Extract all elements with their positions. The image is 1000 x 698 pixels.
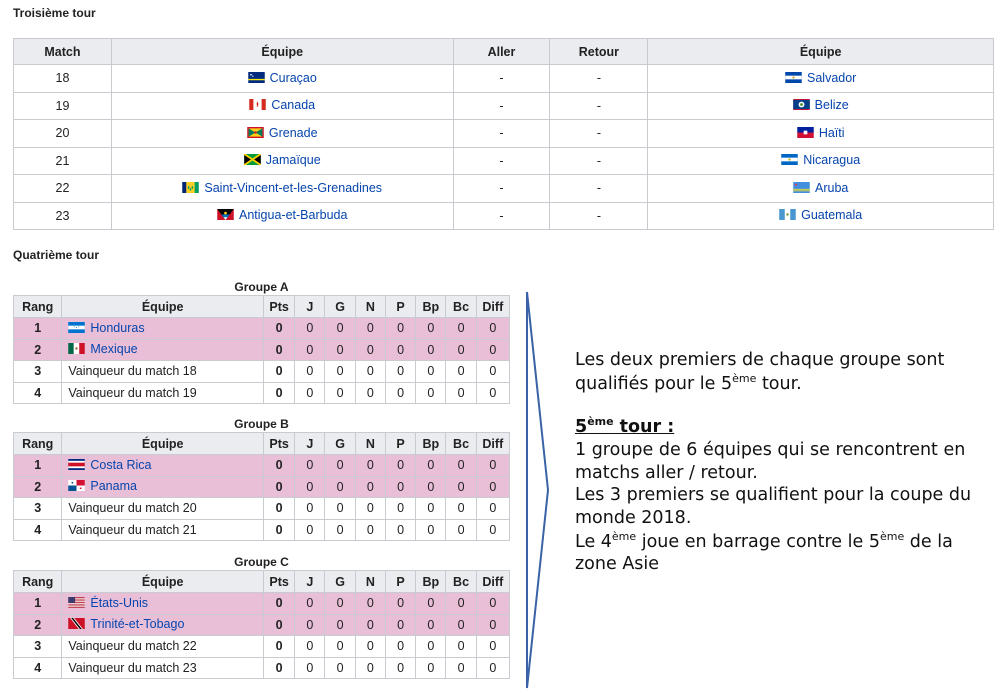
stat-cell: 0 (446, 636, 476, 658)
team (62, 593, 264, 615)
away-team-link[interactable]: Haïti (818, 125, 845, 140)
away-team (648, 120, 994, 148)
team (62, 455, 264, 477)
rank: 2 (14, 339, 62, 361)
table-row (14, 147, 994, 175)
second-leg-score: - (550, 65, 648, 93)
note-heading: 5ème tour : (575, 415, 675, 438)
stat-cell: 0 (325, 476, 355, 498)
stat-cell: 0 (325, 318, 355, 340)
stat-cell: 0 (325, 361, 355, 383)
col-header: Rang (14, 571, 62, 593)
col-header: Retour (550, 39, 648, 65)
stat-cell: 0 (355, 498, 385, 520)
stat-cell: 0 (264, 318, 295, 340)
group-standings-table (13, 295, 510, 404)
col-header: Bp (416, 433, 446, 455)
team (62, 614, 264, 636)
match-number: 23 (14, 202, 112, 230)
stat-cell: 0 (355, 455, 385, 477)
stat-cell: 0 (416, 339, 446, 361)
stat-cell: 0 (325, 455, 355, 477)
rank: 3 (14, 498, 62, 520)
stat-cell: 0 (416, 593, 446, 615)
stat-cell: 0 (264, 498, 295, 520)
stat-cell: 0 (416, 382, 446, 404)
stat-cell: 0 (295, 498, 325, 520)
away-team (648, 65, 994, 93)
match-number: 20 (14, 120, 112, 148)
round3-table (13, 38, 994, 230)
stat-cell: 0 (476, 361, 509, 383)
note-line-3: Les 3 premiers se qualifient pour la coupe du monde 2018. (575, 485, 972, 529)
stat-cell: 0 (446, 361, 476, 383)
rank: 1 (14, 593, 62, 615)
stat-cell: 0 (446, 382, 476, 404)
first-leg-score: - (453, 92, 550, 120)
group-title: Groupe B (234, 417, 289, 431)
stat-cell: 0 (295, 455, 325, 477)
stat-cell: 0 (295, 636, 325, 658)
usa-flag-icon (68, 597, 85, 611)
away-team (648, 92, 994, 120)
table-row (14, 382, 510, 404)
stat-cell: 0 (416, 636, 446, 658)
canada-flag-icon (249, 99, 266, 113)
table-row (14, 519, 510, 541)
stat-cell: 0 (385, 476, 415, 498)
first-leg-score: - (453, 175, 550, 203)
honduras-flag-icon (68, 322, 85, 336)
col-header: G (325, 296, 355, 318)
stat-cell: 0 (446, 455, 476, 477)
aruba-flag-icon (793, 182, 810, 196)
table-row (14, 476, 510, 498)
stat-cell: 0 (385, 519, 415, 541)
col-header: Bc (446, 296, 476, 318)
first-leg-score: - (453, 147, 550, 175)
match-number: 19 (14, 92, 112, 120)
col-header: N (355, 571, 385, 593)
col-header: P (385, 296, 415, 318)
stat-cell: 0 (325, 657, 355, 679)
stat-cell: 0 (385, 636, 415, 658)
stat-cell: 0 (325, 519, 355, 541)
note-line-2: 1 groupe de 6 équipes qui se rencontrent en matchs aller / retour. (575, 439, 966, 483)
home-team-link[interactable]: Saint-Vincent-et-les-Grenadines (204, 180, 383, 195)
stat-cell: 0 (295, 657, 325, 679)
rank: 3 (14, 636, 62, 658)
stat-cell: 0 (476, 593, 509, 615)
stat-cell: 0 (264, 476, 295, 498)
second-leg-score: - (550, 175, 648, 203)
away-team-link[interactable]: Guatemala (801, 208, 863, 223)
stat-cell: 0 (264, 657, 295, 679)
team-link[interactable]: Mexique (90, 342, 138, 357)
rank: 4 (14, 519, 62, 541)
team: Vainqueur du match 18 (62, 361, 264, 383)
col-header: P (385, 571, 415, 593)
stat-cell: 0 (355, 476, 385, 498)
col-header: J (295, 571, 325, 593)
stat-cell: 0 (295, 318, 325, 340)
stat-cell: 0 (355, 657, 385, 679)
note-line-1: Les deux premiers de chaque groupe sont qualifiés pour le 5ème tour. (575, 350, 945, 394)
stat-cell: 0 (295, 382, 325, 404)
rank: 4 (14, 382, 62, 404)
second-leg-score: - (550, 120, 648, 148)
group-title: Groupe A (234, 280, 289, 294)
table-row (14, 657, 510, 679)
stat-cell: 0 (385, 361, 415, 383)
qualification-note (575, 349, 985, 576)
stat-cell: 0 (264, 361, 295, 383)
stat-cell: 0 (355, 614, 385, 636)
table-row (14, 614, 510, 636)
table-row (14, 202, 994, 230)
stat-cell: 0 (416, 455, 446, 477)
stat-cell: 0 (416, 476, 446, 498)
team-link[interactable]: Costa Rica (90, 457, 152, 472)
stat-cell: 0 (446, 339, 476, 361)
stat-cell: 0 (476, 476, 509, 498)
team: Vainqueur du match 20 (62, 498, 264, 520)
costa-rica-flag-icon (68, 459, 85, 473)
antigua-flag-icon (217, 209, 234, 223)
home-team-link[interactable]: Jamaïque (265, 153, 321, 168)
stat-cell: 0 (476, 614, 509, 636)
stat-cell: 0 (385, 614, 415, 636)
table-row (14, 455, 510, 477)
col-header: Aller (453, 39, 550, 65)
rank: 4 (14, 657, 62, 679)
stat-cell: 0 (476, 498, 509, 520)
team (62, 318, 264, 340)
col-header: J (295, 433, 325, 455)
away-team-link[interactable]: Nicaragua (803, 153, 861, 168)
stat-cell: 0 (295, 593, 325, 615)
away-team-link[interactable]: Belize (814, 98, 849, 113)
stat-cell: 0 (385, 455, 415, 477)
stat-cell: 0 (264, 519, 295, 541)
group-header-row (14, 571, 510, 593)
round3-header-row (14, 39, 994, 65)
stat-cell: 0 (355, 382, 385, 404)
rank: 1 (14, 455, 62, 477)
home-team-link[interactable]: Curaçao (269, 70, 317, 85)
team: Vainqueur du match 22 (62, 636, 264, 658)
team: Vainqueur du match 23 (62, 657, 264, 679)
col-header: Bp (416, 296, 446, 318)
col-header: Match (14, 39, 112, 65)
stat-cell: 0 (295, 519, 325, 541)
home-team-link[interactable]: Antigua-et-Barbuda (239, 208, 348, 223)
away-team-link[interactable]: Salvador (807, 70, 857, 85)
stat-cell: 0 (385, 339, 415, 361)
home-team-link[interactable]: Canada (271, 98, 316, 113)
stat-cell: 0 (416, 361, 446, 383)
mexico-flag-icon (68, 343, 85, 357)
col-header: Équipe (62, 571, 264, 593)
match-number: 18 (14, 65, 112, 93)
stat-cell: 0 (385, 318, 415, 340)
col-header: Bc (446, 571, 476, 593)
table-row (14, 175, 994, 203)
col-header: Diff (476, 296, 509, 318)
first-leg-score: - (453, 65, 550, 93)
col-header: J (295, 296, 325, 318)
team-link[interactable]: Trinité-et-Tobago (90, 617, 185, 632)
stat-cell: 0 (446, 614, 476, 636)
table-row (14, 65, 994, 93)
note-line-4: Le 4ème joue en barrage contre le 5ème de la zone Asie (575, 529, 953, 575)
rank: 2 (14, 476, 62, 498)
stat-cell: 0 (476, 519, 509, 541)
stat-cell: 0 (476, 636, 509, 658)
stat-cell: 0 (264, 382, 295, 404)
stat-cell: 0 (355, 339, 385, 361)
col-header: Pts (264, 433, 295, 455)
stat-cell: 0 (264, 614, 295, 636)
team-link[interactable]: Panama (90, 479, 137, 494)
home-team (111, 202, 453, 230)
away-team (648, 175, 994, 203)
stat-cell: 0 (416, 519, 446, 541)
stat-cell: 0 (325, 498, 355, 520)
team (62, 476, 264, 498)
nicaragua-flag-icon (781, 154, 798, 168)
curacao-flag-icon (248, 72, 265, 86)
home-team (111, 65, 453, 93)
col-header: Diff (476, 433, 509, 455)
team-link[interactable]: Honduras (90, 320, 145, 335)
stat-cell: 0 (416, 614, 446, 636)
table-row (14, 636, 510, 658)
trinidad-flag-icon (68, 618, 85, 632)
group-standings-table (13, 432, 510, 541)
match-number: 21 (14, 147, 112, 175)
home-team (111, 120, 453, 148)
el-salvador-flag-icon (785, 72, 802, 86)
stat-cell: 0 (355, 519, 385, 541)
rank: 2 (14, 614, 62, 636)
col-header: G (325, 433, 355, 455)
col-header: Bp (416, 571, 446, 593)
stat-cell: 0 (295, 476, 325, 498)
away-team (648, 202, 994, 230)
stat-cell: 0 (355, 636, 385, 658)
stat-cell: 0 (476, 455, 509, 477)
stat-cell: 0 (446, 657, 476, 679)
stat-cell: 0 (325, 614, 355, 636)
stat-cell: 0 (385, 657, 415, 679)
col-header: N (355, 433, 385, 455)
col-header: Rang (14, 296, 62, 318)
team-link[interactable]: États-Unis (90, 595, 149, 610)
stat-cell: 0 (355, 318, 385, 340)
stat-cell: 0 (325, 339, 355, 361)
first-leg-score: - (453, 120, 550, 148)
col-header: G (325, 571, 355, 593)
home-team (111, 92, 453, 120)
table-row (14, 498, 510, 520)
col-header: Bc (446, 433, 476, 455)
col-header: Pts (264, 571, 295, 593)
stat-cell: 0 (476, 657, 509, 679)
table-row (14, 120, 994, 148)
rank: 3 (14, 361, 62, 383)
stat-cell: 0 (385, 382, 415, 404)
stat-cell: 0 (416, 498, 446, 520)
chevron-right-icon (524, 290, 554, 690)
group-standings-table (13, 570, 510, 679)
stat-cell: 0 (385, 498, 415, 520)
group-header-row (14, 296, 510, 318)
table-row (14, 318, 510, 340)
stat-cell: 0 (325, 593, 355, 615)
saint-vincent-flag-icon (182, 182, 199, 196)
stat-cell: 0 (295, 361, 325, 383)
stat-cell: 0 (446, 519, 476, 541)
jamaica-flag-icon (244, 154, 261, 168)
haiti-flag-icon (797, 127, 814, 141)
stat-cell: 0 (446, 593, 476, 615)
table-row (14, 361, 510, 383)
stat-cell: 0 (325, 636, 355, 658)
table-row (14, 92, 994, 120)
stat-cell: 0 (385, 593, 415, 615)
stat-cell: 0 (476, 339, 509, 361)
stat-cell: 0 (295, 339, 325, 361)
stat-cell: 0 (355, 361, 385, 383)
table-row (14, 339, 510, 361)
rank: 1 (14, 318, 62, 340)
group-title: Groupe C (234, 555, 289, 569)
col-header: Pts (264, 296, 295, 318)
away-team-link[interactable]: Aruba (815, 180, 849, 195)
col-header: N (355, 296, 385, 318)
match-number: 22 (14, 175, 112, 203)
col-header: Équipe (648, 39, 994, 65)
group-header-row (14, 433, 510, 455)
stat-cell: 0 (264, 455, 295, 477)
second-leg-score: - (550, 92, 648, 120)
belize-flag-icon (793, 99, 810, 113)
round4-title: Quatrième tour (13, 248, 100, 262)
team (62, 339, 264, 361)
stat-cell: 0 (476, 318, 509, 340)
stat-cell: 0 (416, 657, 446, 679)
stat-cell: 0 (264, 339, 295, 361)
guatemala-flag-icon (779, 209, 796, 223)
col-header: Équipe (111, 39, 453, 65)
stat-cell: 0 (446, 476, 476, 498)
col-header: Diff (476, 571, 509, 593)
stat-cell: 0 (355, 593, 385, 615)
col-header: Équipe (62, 296, 264, 318)
stat-cell: 0 (264, 636, 295, 658)
col-header: Rang (14, 433, 62, 455)
panama-flag-icon (68, 480, 85, 494)
second-leg-score: - (550, 202, 648, 230)
first-leg-score: - (453, 202, 550, 230)
home-team-link[interactable]: Grenade (268, 125, 318, 140)
col-header: P (385, 433, 415, 455)
table-row (14, 593, 510, 615)
away-team (648, 147, 994, 175)
stat-cell: 0 (295, 614, 325, 636)
stat-cell: 0 (446, 498, 476, 520)
stat-cell: 0 (416, 318, 446, 340)
stat-cell: 0 (446, 318, 476, 340)
stat-cell: 0 (476, 382, 509, 404)
round3-title: Troisième tour (13, 6, 96, 20)
second-leg-score: - (550, 147, 648, 175)
grenada-flag-icon (247, 127, 264, 141)
stat-cell: 0 (264, 593, 295, 615)
home-team (111, 175, 453, 203)
team: Vainqueur du match 21 (62, 519, 264, 541)
col-header: Équipe (62, 433, 264, 455)
home-team (111, 147, 453, 175)
stat-cell: 0 (325, 382, 355, 404)
team: Vainqueur du match 19 (62, 382, 264, 404)
